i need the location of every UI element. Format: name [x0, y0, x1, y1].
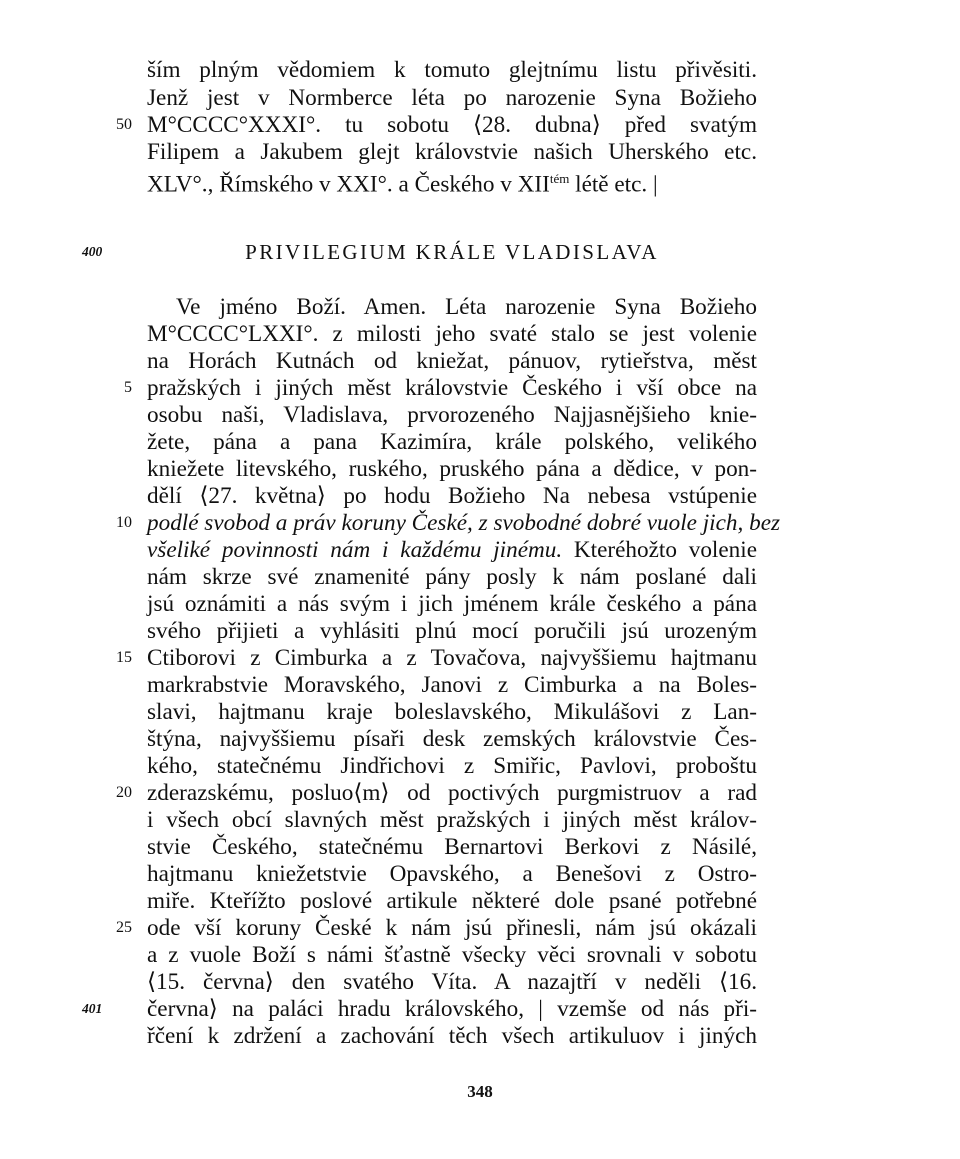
section-heading: PRIVILEGIUM KRÁLE VLADISLAVA	[245, 240, 659, 264]
text-line: i všech obcí slavných měst pražských i jiných měst králov-	[147, 807, 757, 833]
text-line: podlé svobod a práv koruny České, z svobodné dobré vuole jich, bez	[147, 510, 781, 536]
text-line	[147, 165, 757, 198]
page-reference: 400	[82, 244, 103, 259]
text-line: jsú oznámiti a nás svým i jich jménem krále českého a pána	[147, 591, 757, 617]
text-line: ⟨15. června⟩ den svatého Víta. A nazajtří v neděli ⟨16.	[147, 969, 757, 995]
text-line: dělí ⟨27. května⟩ po hodu Božieho Na nebesa vstúpenie	[147, 483, 757, 509]
text-line: a z vuole Boží s námi šťastně všecky věci srovnali v sobotu	[147, 942, 757, 968]
line-number: 15	[116, 649, 132, 666]
line-number: 10	[116, 514, 132, 531]
text-line: zderazskému, posluo⟨m⟩ od poctivých purgmistruov a rad	[147, 780, 757, 806]
italic-segment: všeliké povinnosti nám i každému jinému.	[147, 537, 563, 563]
text-line: žete, pána a pana Kazimíra, krále polského, velikého	[147, 429, 757, 455]
text-line: řčení k zdržení a zachování těch všech artikuluov i jiných	[147, 1023, 757, 1049]
text-line: nám skrze své znamenité pány posly k nám poslané dali	[147, 564, 757, 590]
text-line: stvie Českého, statečnému Bernartovi Berkovi z Násilé,	[147, 834, 757, 860]
text-segment: Kteréhožto volenie	[562, 537, 757, 563]
text-line: štýna, najvyššiemu písaři desk zemských královstvie Čes-	[147, 726, 757, 752]
text-line: M°CCCC°LXXI°. z milosti jeho svaté stalo se jest volenie	[147, 321, 757, 347]
text-line: června⟩ na paláci hradu královského, | vzemše od nás při-	[147, 996, 757, 1022]
line-number: 50	[116, 116, 132, 133]
text-line: osobu naši, Vladislava, prvorozeného Najjasnějšieho knie-	[147, 402, 757, 428]
text-line: kniežete litevského, ruského, pruského pána a dědice, v pon-	[147, 456, 757, 482]
text-line: M°CCCC°XXXI°. tu sobotu ⟨28. dubna⟩ před svatým	[147, 112, 757, 138]
page-reference: 401	[82, 1001, 103, 1016]
text-segment: XLV°., Římského v XXI°. a Českého v XII	[147, 171, 550, 198]
text-line: slavi, hajtmanu kraje boleslavského, Mikulášovi z Lan-	[147, 699, 757, 725]
line-number: 25	[116, 919, 132, 936]
text-line: na Horách Kutnách od kniežat, pánuov, rytieřstva, měst	[147, 348, 757, 374]
superscript: tém	[549, 171, 570, 186]
text-line	[147, 536, 757, 564]
text-line: miře. Kteřížto poslové artikule některé dole psané potřebné	[147, 888, 757, 914]
line-number: 5	[124, 379, 132, 396]
text-line: Ctiborovi z Cimburka a z Tovačova, najvyššiemu hajtmanu	[147, 645, 757, 671]
text-line: Ve jméno Boží. Amen. Léta narozenie Syna Božieho	[176, 294, 757, 320]
text-line: svého přijieti a vyhlásiti plnú mocí poručili jsú urozeným	[147, 618, 757, 644]
text-line: markrabstvie Moravského, Janovi z Cimburka a na Boles-	[147, 672, 757, 698]
text-line: ším plným vědomiem k tomuto glejtnímu listu přivěsiti.	[147, 57, 757, 83]
text-line: hajtmanu kniežetstvie Opavského, a Benešovi z Ostro-	[147, 861, 757, 887]
text-line: ode vší koruny České k nám jsú přinesli, nám jsú okázali	[147, 915, 757, 941]
line-number: 20	[116, 784, 132, 801]
page-number: 348	[467, 1082, 493, 1101]
text-line: Jenž jest v Normberce léta po narozenie Syna Božieho	[147, 85, 757, 111]
text-line: kého, statečnému Jindřichovi z Smiřic, Pavlovi, proboštu	[147, 753, 757, 779]
text-segment: létě etc. |	[569, 171, 658, 198]
text-line: pražských i jiných měst královstvie Českého i vší obce na	[147, 375, 757, 401]
text-line: Filipem a Jakubem glejt královstvie našich Uherského etc.	[147, 139, 757, 165]
